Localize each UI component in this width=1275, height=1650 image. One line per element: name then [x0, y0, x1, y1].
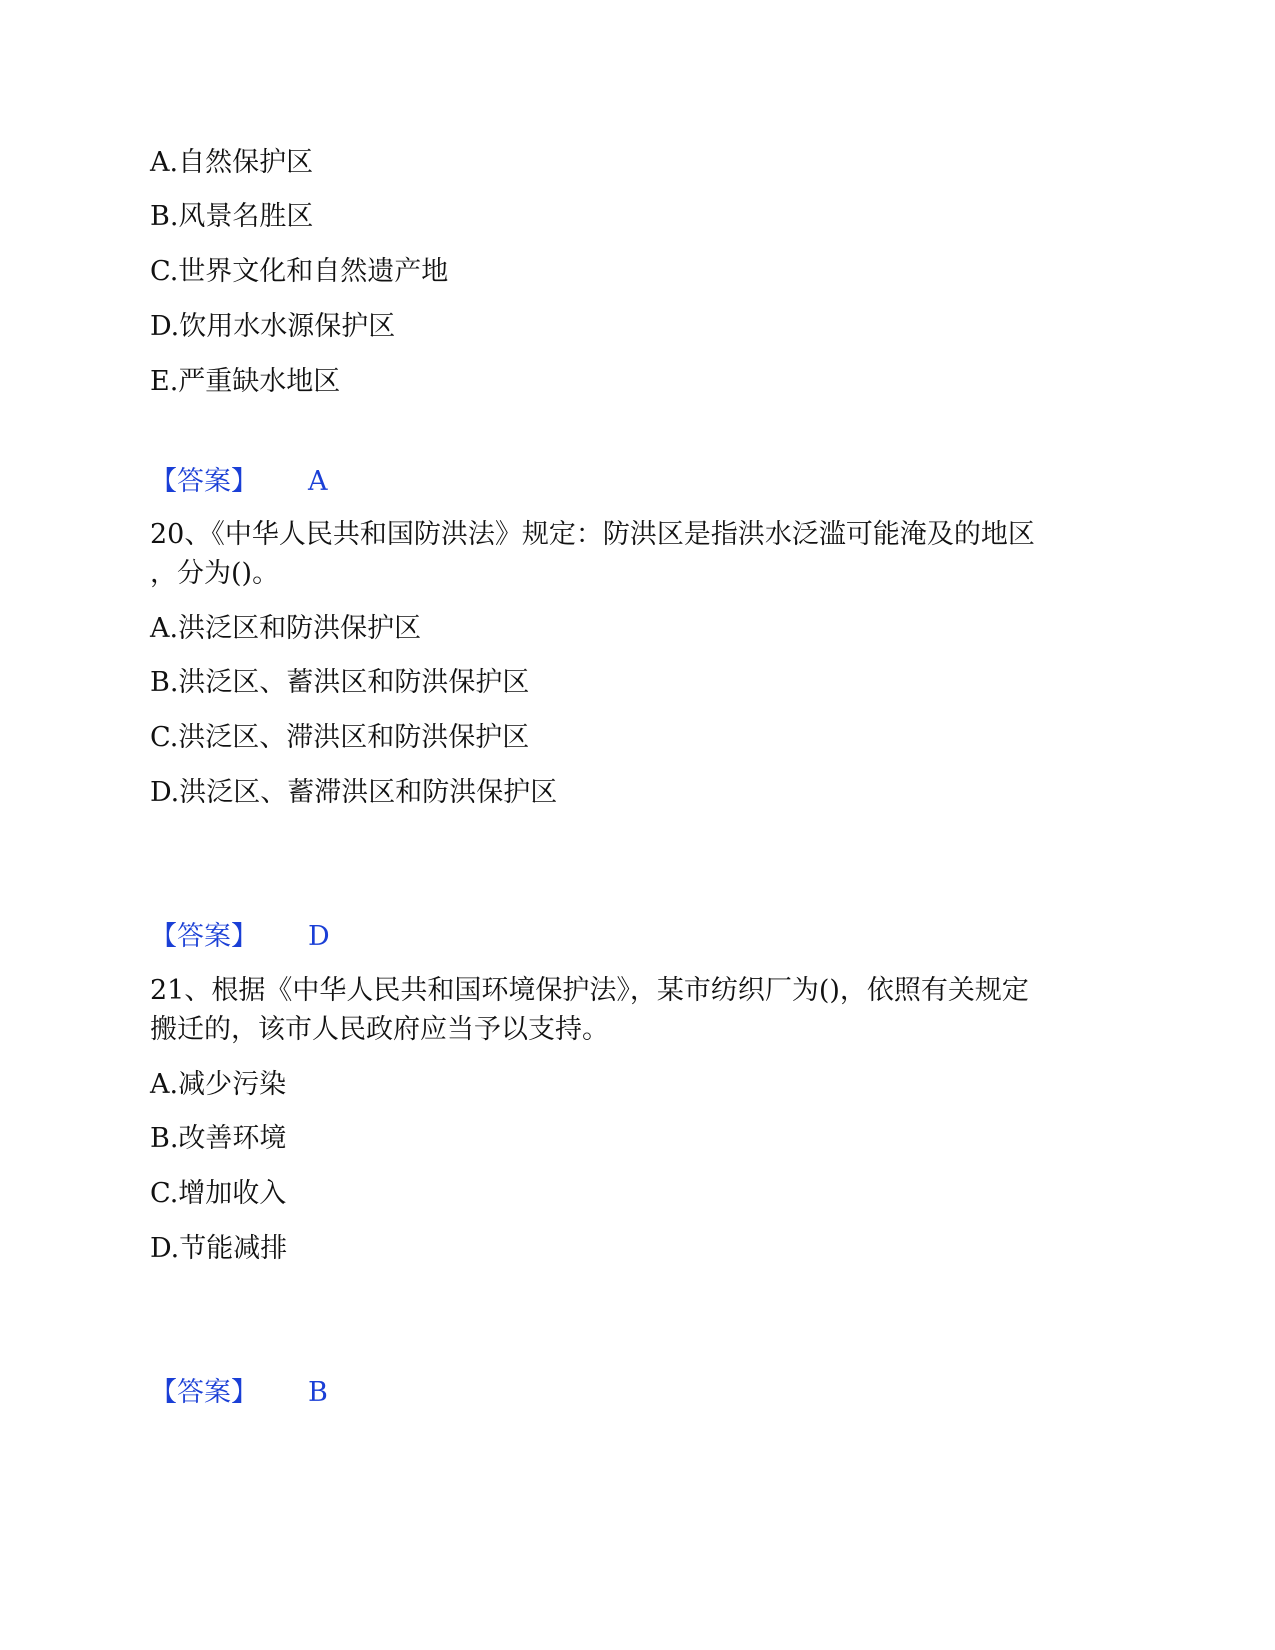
q19-option-d: D.饮用水水源保护区: [150, 311, 396, 342]
q21-answer-value: B: [308, 1377, 328, 1408]
q19-option-b: B.风景名胜区: [150, 201, 314, 232]
q21-stem-line2: 搬迁的，该市人民政府应当予以支持。: [150, 1014, 609, 1045]
q21-answer: [150, 1376, 328, 1410]
q21-option-b: B.改善环境: [150, 1123, 287, 1154]
q20-stem-line2: ，分为()。: [150, 558, 280, 589]
q19-option-a: A.自然保护区: [150, 147, 314, 178]
q21-answer-label: 【答案】: [150, 1377, 258, 1408]
q21-option-c: C.增加收入: [150, 1178, 287, 1209]
q20-option-b: B.洪泛区、蓄洪区和防洪保护区: [150, 667, 530, 698]
q20-answer-value: D: [308, 921, 330, 952]
q20-option-d: D.洪泛区、蓄滞洪区和防洪保护区: [150, 777, 558, 808]
q19-option-c: C.世界文化和自然遗产地: [150, 256, 449, 287]
q19-answer: [150, 465, 328, 499]
q21-option-a: A.减少污染: [150, 1069, 287, 1100]
q21-option-d: D.节能减排: [150, 1233, 288, 1264]
q19-answer-label: 【答案】: [150, 466, 258, 497]
q20-stem-line1: 20、《中华人民共和国防洪法》规定：防洪区是指洪水泛滥可能淹及的地区: [150, 519, 1035, 550]
q20-option-a: A.洪泛区和防洪保护区: [150, 613, 422, 644]
q20-answer: [150, 920, 330, 954]
q20-answer-label: 【答案】: [150, 921, 258, 952]
q21-stem-line1: 21、根据《中华人民共和国环境保护法》，某市纺织厂为()，依照有关规定: [150, 975, 1029, 1006]
q20-option-c: C.洪泛区、滞洪区和防洪保护区: [150, 722, 530, 753]
q19-answer-value: A: [308, 466, 328, 497]
q19-option-e: E.严重缺水地区: [150, 366, 341, 397]
